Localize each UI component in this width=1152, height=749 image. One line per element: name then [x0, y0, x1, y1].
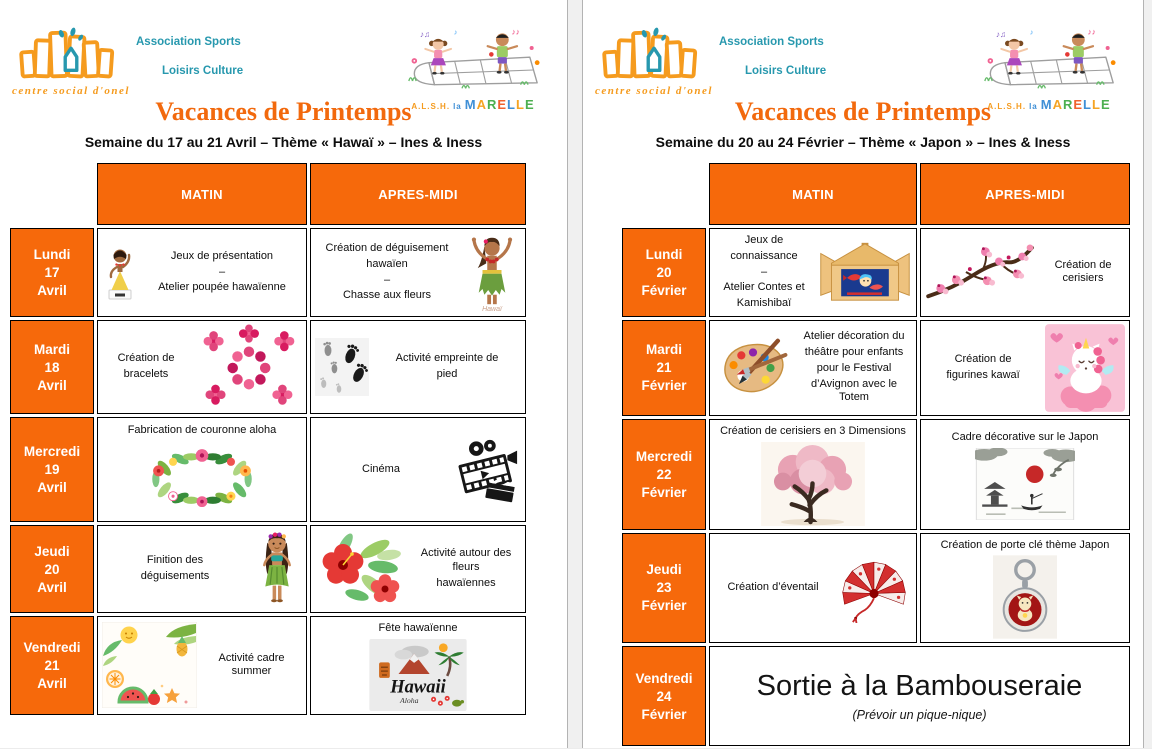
activity-line: d’Avignon avec le Totem — [810, 377, 898, 404]
activity-cell — [310, 417, 526, 522]
marelle-letter: A — [1052, 97, 1063, 112]
activity-text — [714, 232, 814, 313]
activity-cell — [97, 320, 307, 414]
activity-line: Atelier Contes et — [723, 281, 805, 294]
day-month: Février — [641, 598, 687, 614]
flower-bracelets-image — [194, 324, 302, 410]
hibiscus-image — [315, 529, 407, 609]
svg-text:♪: ♪ — [1029, 27, 1034, 37]
corner-cell — [10, 163, 94, 225]
svg-text:♪♪: ♪♪ — [511, 27, 520, 37]
activity-line: théâtre pour enfants — [804, 346, 904, 359]
day-name: Mercredi — [635, 448, 693, 464]
day-month: Avril — [37, 579, 67, 595]
activity-line: Création de cerisiers — [1054, 258, 1112, 285]
activity-text — [379, 620, 458, 638]
outing-cell — [709, 646, 1130, 746]
activity-line: – — [218, 265, 226, 278]
activity-line: hawaïen — [366, 257, 408, 270]
marelle-letter: R — [486, 97, 498, 112]
activity-line: Finition des — [146, 554, 204, 567]
activity-line: Création de cerisiers en 3 Dimensions — [720, 424, 906, 437]
marelle-letter: L — [515, 97, 525, 112]
activity-text — [373, 350, 521, 384]
activity-text — [1041, 257, 1125, 289]
centre-social-logo — [595, 26, 713, 97]
flower-crown-image — [136, 441, 268, 517]
day-cell — [10, 417, 94, 522]
day-cell — [10, 525, 94, 613]
day-num: 21 — [656, 360, 672, 376]
marelle-letter: E — [497, 97, 508, 112]
page-title: Vacances de Printemps — [734, 97, 992, 126]
marelle-logo — [397, 26, 555, 112]
day-month: Avril — [37, 377, 67, 393]
marelle-word — [1040, 97, 1111, 112]
day-name: Mardi — [33, 341, 70, 357]
activity-cell — [920, 228, 1130, 317]
activity-line: – — [760, 265, 768, 278]
day-name: Mardi — [645, 342, 682, 358]
activity-line: Cadre décorative sur le Japon — [951, 430, 1099, 443]
logo-caption: centre social d'onel — [12, 85, 130, 97]
day-name: Lundi — [33, 247, 71, 262]
activity-line: Atelier décoration du — [803, 330, 905, 343]
activity-cell — [97, 417, 307, 522]
hopscotch-icon — [397, 26, 549, 92]
footprints-image — [315, 338, 369, 396]
day-cell — [10, 320, 94, 414]
activity-line: Atelier poupée hawaïenne — [158, 281, 286, 294]
activity-line: – — [383, 273, 391, 286]
day-name: Vendredi — [23, 639, 81, 655]
day-num: 19 — [44, 462, 60, 477]
marelle-letter: L — [507, 97, 516, 112]
la-label: la — [453, 102, 462, 111]
activity-line: bracelets — [123, 368, 169, 380]
day-month: Février — [641, 282, 687, 298]
summer-frame-image — [102, 622, 197, 708]
cherry-branch-image — [925, 240, 1037, 304]
day-month: Février — [641, 378, 687, 394]
activity-text — [315, 461, 447, 479]
activity-cell — [709, 533, 917, 644]
activity-line: Activité empreinte de — [395, 352, 499, 365]
svg-text:Hawaii: Hawaii — [390, 676, 446, 697]
day-cell — [622, 320, 706, 416]
buildings-logo-icon — [602, 26, 706, 82]
activity-cell — [920, 320, 1130, 416]
day-month: Février — [641, 706, 687, 722]
cinema-camera-image — [451, 436, 521, 504]
column-header-apresmidi: APRES-MIDI — [310, 163, 526, 225]
column-header-matin: MATIN — [709, 163, 917, 225]
day-num: 20 — [44, 561, 60, 577]
day-month: Avril — [37, 480, 67, 495]
day-name: Jeudi — [646, 562, 682, 578]
activity-line: Cinéma — [362, 462, 400, 475]
svg-text:Aloha: Aloha — [399, 695, 419, 705]
activity-cell — [97, 616, 307, 715]
hopscotch-icon — [973, 26, 1125, 92]
activity-text — [925, 351, 1041, 385]
activity-cell — [97, 228, 307, 317]
activity-text — [102, 350, 190, 384]
column-header-apresmidi: APRES-MIDI — [920, 163, 1130, 225]
day-num: 21 — [44, 657, 60, 673]
activity-line: Fabrication de couronne aloha — [127, 424, 277, 437]
day-cell — [622, 228, 706, 317]
activity-text — [720, 423, 906, 441]
page-subtitle: Semaine du 20 au 24 Février – Thème « Japon » – Ines & Iness — [655, 134, 1071, 150]
marelle-caption — [973, 97, 1125, 112]
marelle-letter: A — [476, 97, 487, 112]
activity-line: Jeux de — [744, 234, 784, 246]
day-cell — [10, 228, 94, 317]
activity-text — [411, 545, 521, 592]
day-num: 22 — [656, 466, 672, 482]
activity-text — [714, 579, 832, 597]
activity-text — [201, 650, 302, 682]
activity-text — [952, 429, 1099, 447]
marelle-letter: R — [1062, 97, 1074, 112]
outing-title: Sortie à la Bambouseraie — [756, 670, 1083, 703]
activity-text — [941, 537, 1110, 555]
column-header-matin: MATIN — [97, 163, 307, 225]
clipart-caption: Hawaï — [482, 306, 502, 313]
schedule-table — [7, 160, 529, 718]
centre-social-logo — [12, 26, 130, 97]
marelle-letter: M — [1040, 97, 1053, 112]
activity-line: Création de — [954, 353, 1012, 365]
activity-cell — [310, 525, 526, 613]
activity-line: Création d’éventail — [727, 581, 819, 593]
activity-line: Fête hawaïenne — [378, 622, 458, 634]
hawaii-poster-image — [368, 639, 468, 711]
page-gutter — [567, 0, 583, 748]
activity-line: Création de — [117, 352, 175, 365]
japan-ink-image — [975, 448, 1075, 520]
day-name: Lundi — [645, 246, 683, 262]
hula-dancer-image — [463, 232, 521, 313]
activity-line: Création de porte clé thème Japon — [940, 538, 1110, 551]
marelle-letter: E — [1073, 97, 1084, 112]
day-month: Avril — [37, 283, 67, 298]
app-background-strip — [1143, 0, 1152, 748]
activity-cell — [920, 419, 1130, 530]
activity-line: Kamishibaï — [736, 297, 792, 309]
day-num: 17 — [44, 265, 60, 280]
activity-cell — [709, 228, 917, 317]
day-month: Avril — [37, 675, 67, 691]
svg-text:♪♫: ♪♫ — [419, 30, 431, 39]
activity-cell — [310, 228, 526, 317]
activity-text — [142, 248, 302, 297]
page-subtitle: Semaine du 17 au 21 Avril – Thème « Hawaï » – Ines & Iness — [84, 134, 483, 150]
day-num: 18 — [44, 359, 60, 375]
marelle-letter: E — [524, 97, 535, 112]
association-text — [719, 26, 826, 77]
outing-note: (Prévoir un pique-nique) — [852, 708, 987, 723]
paint-palette-image — [714, 333, 792, 403]
activity-cell — [97, 525, 307, 613]
schedule-table — [619, 160, 1133, 749]
page-title: Vacances de Printemps — [155, 97, 412, 126]
marelle-letter: L — [1091, 97, 1101, 112]
activity-cell — [709, 419, 917, 530]
marelle-logo — [973, 26, 1131, 112]
activity-line: Création de déguisement — [325, 242, 449, 254]
association-line2: Loisirs Culture — [745, 65, 827, 77]
association-line2: Loisirs Culture — [162, 65, 244, 77]
alsh-label: A.L.S.H. — [411, 102, 451, 111]
day-name: Jeudi — [34, 543, 70, 559]
svg-text:♪♫: ♪♫ — [995, 30, 1007, 39]
cherry-tree-image — [761, 442, 865, 526]
activity-cell — [920, 533, 1130, 644]
activity-text — [102, 552, 248, 586]
activity-cell — [310, 616, 526, 715]
svg-text:♪♪: ♪♪ — [1087, 27, 1096, 37]
kamishibai-image — [818, 237, 912, 307]
svg-text:♪: ♪ — [453, 27, 458, 37]
day-cell — [622, 646, 706, 746]
activity-cell — [709, 320, 917, 416]
day-cell — [622, 419, 706, 530]
day-cell — [10, 616, 94, 715]
marelle-word — [464, 97, 535, 112]
hula-doll-image — [102, 244, 138, 302]
activity-text — [128, 422, 277, 440]
association-line1: Association Sports — [719, 36, 824, 48]
day-month: Février — [641, 484, 687, 500]
activity-line: Jeux de présentation — [170, 249, 274, 262]
day-cell — [622, 533, 706, 644]
la-label: la — [1029, 102, 1038, 111]
day-name: Vendredi — [635, 670, 693, 686]
association-text — [136, 26, 243, 77]
activity-line: hawaïennes — [436, 576, 496, 589]
activity-line: Chasse aux fleurs — [342, 289, 432, 302]
activity-line: pied — [436, 368, 458, 380]
day-num: 24 — [656, 688, 672, 704]
association-line1: Association Sports — [136, 36, 241, 48]
corner-cell — [622, 163, 706, 225]
activity-line: figurines kawaï — [946, 368, 1020, 381]
activity-line: Activité cadre summer — [218, 651, 285, 678]
marelle-letter: E — [1100, 97, 1111, 112]
logo-caption: centre social d'onel — [595, 85, 713, 97]
activity-text — [796, 328, 912, 407]
activity-text — [315, 240, 459, 305]
document-page-2 — [583, 0, 1143, 748]
day-num: 20 — [656, 264, 672, 280]
activity-line: déguisements — [140, 570, 210, 582]
activity-line: Activité autour des fleurs — [420, 547, 512, 574]
day-num: 23 — [656, 580, 672, 596]
activity-line: pour le Festival — [816, 361, 892, 374]
alsh-label: A.L.S.H. — [987, 102, 1027, 111]
marelle-letter: L — [1083, 97, 1092, 112]
hula-girl-image — [252, 530, 302, 608]
activity-cell — [310, 320, 526, 414]
kawaii-unicorn-image — [1045, 324, 1125, 412]
marelle-letter: M — [464, 97, 477, 112]
japan-keychain-image — [993, 555, 1057, 639]
day-name: Mercredi — [23, 444, 81, 459]
red-fan-image — [836, 553, 912, 623]
activity-line: connaissance — [730, 249, 798, 262]
marelle-caption — [397, 97, 549, 112]
document-page-1 — [0, 0, 567, 748]
buildings-logo-icon — [19, 26, 123, 82]
